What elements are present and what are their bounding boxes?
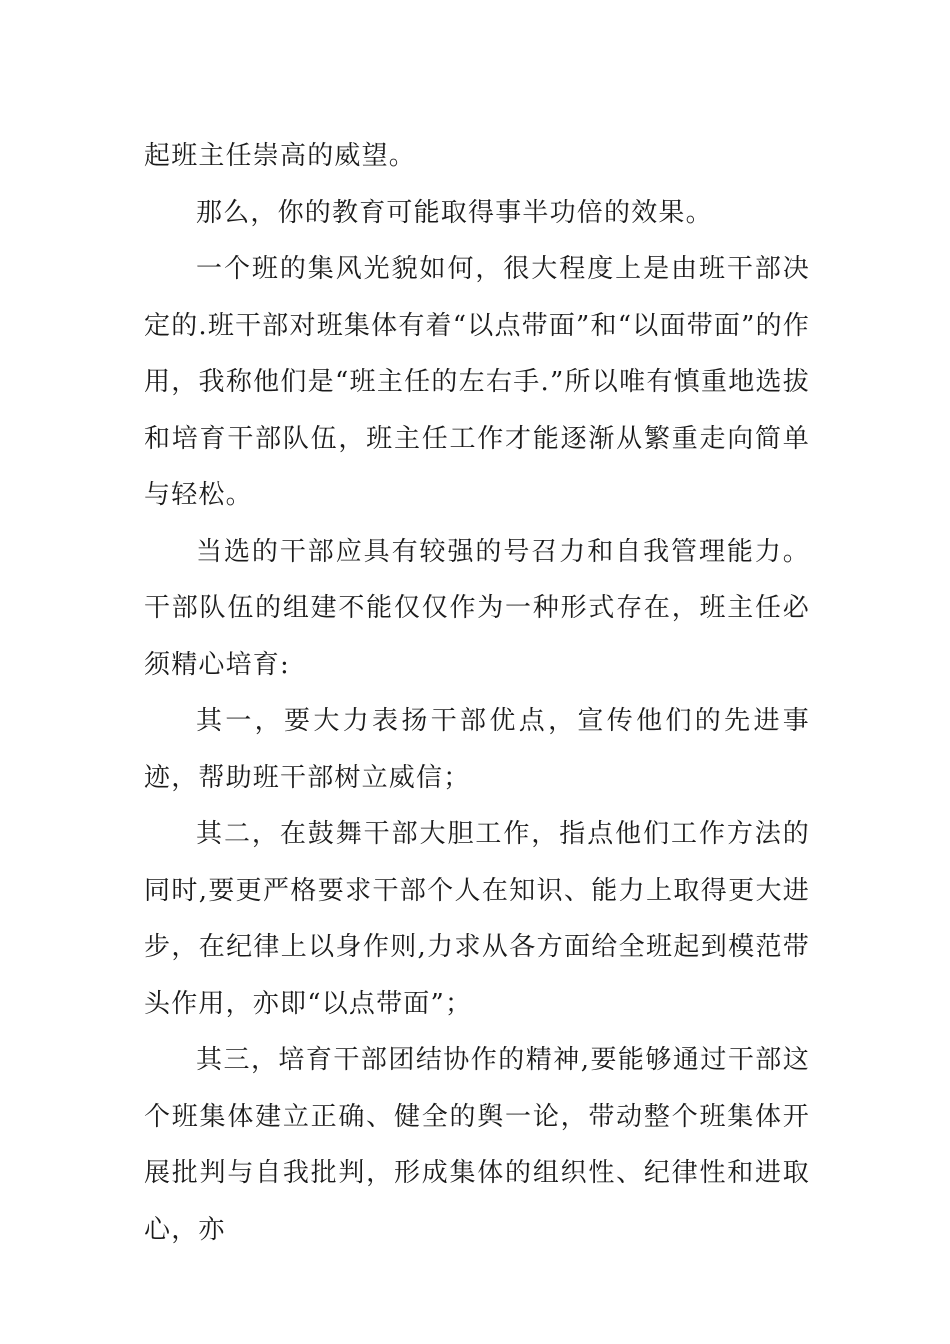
paragraph: 其三，培育干部团结协作的精神,要能够通过干部这个班集体建立正确、健全的舆一论，带动整个班集体开展批判与自我批判，形成集体的组织性、纪律性和进取心，亦 (144, 1045, 810, 1245)
paragraph: 其一，要大力表扬干部优点，宣传他们的先进事迹，帮助班干部树立威信； (144, 706, 810, 793)
document-body (144, 128, 810, 1258)
paragraph: 其二，在鼓舞干部大胆工作，指点他们工作方法的同时,要更严格要求干部个人在知识、能力上取得更大进步，在纪律上以身作则,力求从各方面给全班起到模范带头作用，亦即“以点带面”； (144, 819, 810, 1019)
paragraph: 起班主任崇高的威望。 (144, 141, 417, 171)
paragraph: 一个班的集风光貌如何，很大程度上是由班干部决定的.班干部对班集体有着“以点带面”和“以面带面”的作用，我称他们是“班主任的左右手.”所以唯有慎重地选拔和培育干部队伍，班主任工作才能逐渐从繁重走向简单与轻松。 (144, 254, 810, 510)
paragraph: 那么，你的教育可能取得事半功倍的效果。 (196, 197, 713, 228)
paragraph: 当选的干部应具有较强的号召力和自我管理能力。干部队伍的组建不能仅仅作为一种形式存在，班主任必须精心培育: (144, 536, 810, 680)
